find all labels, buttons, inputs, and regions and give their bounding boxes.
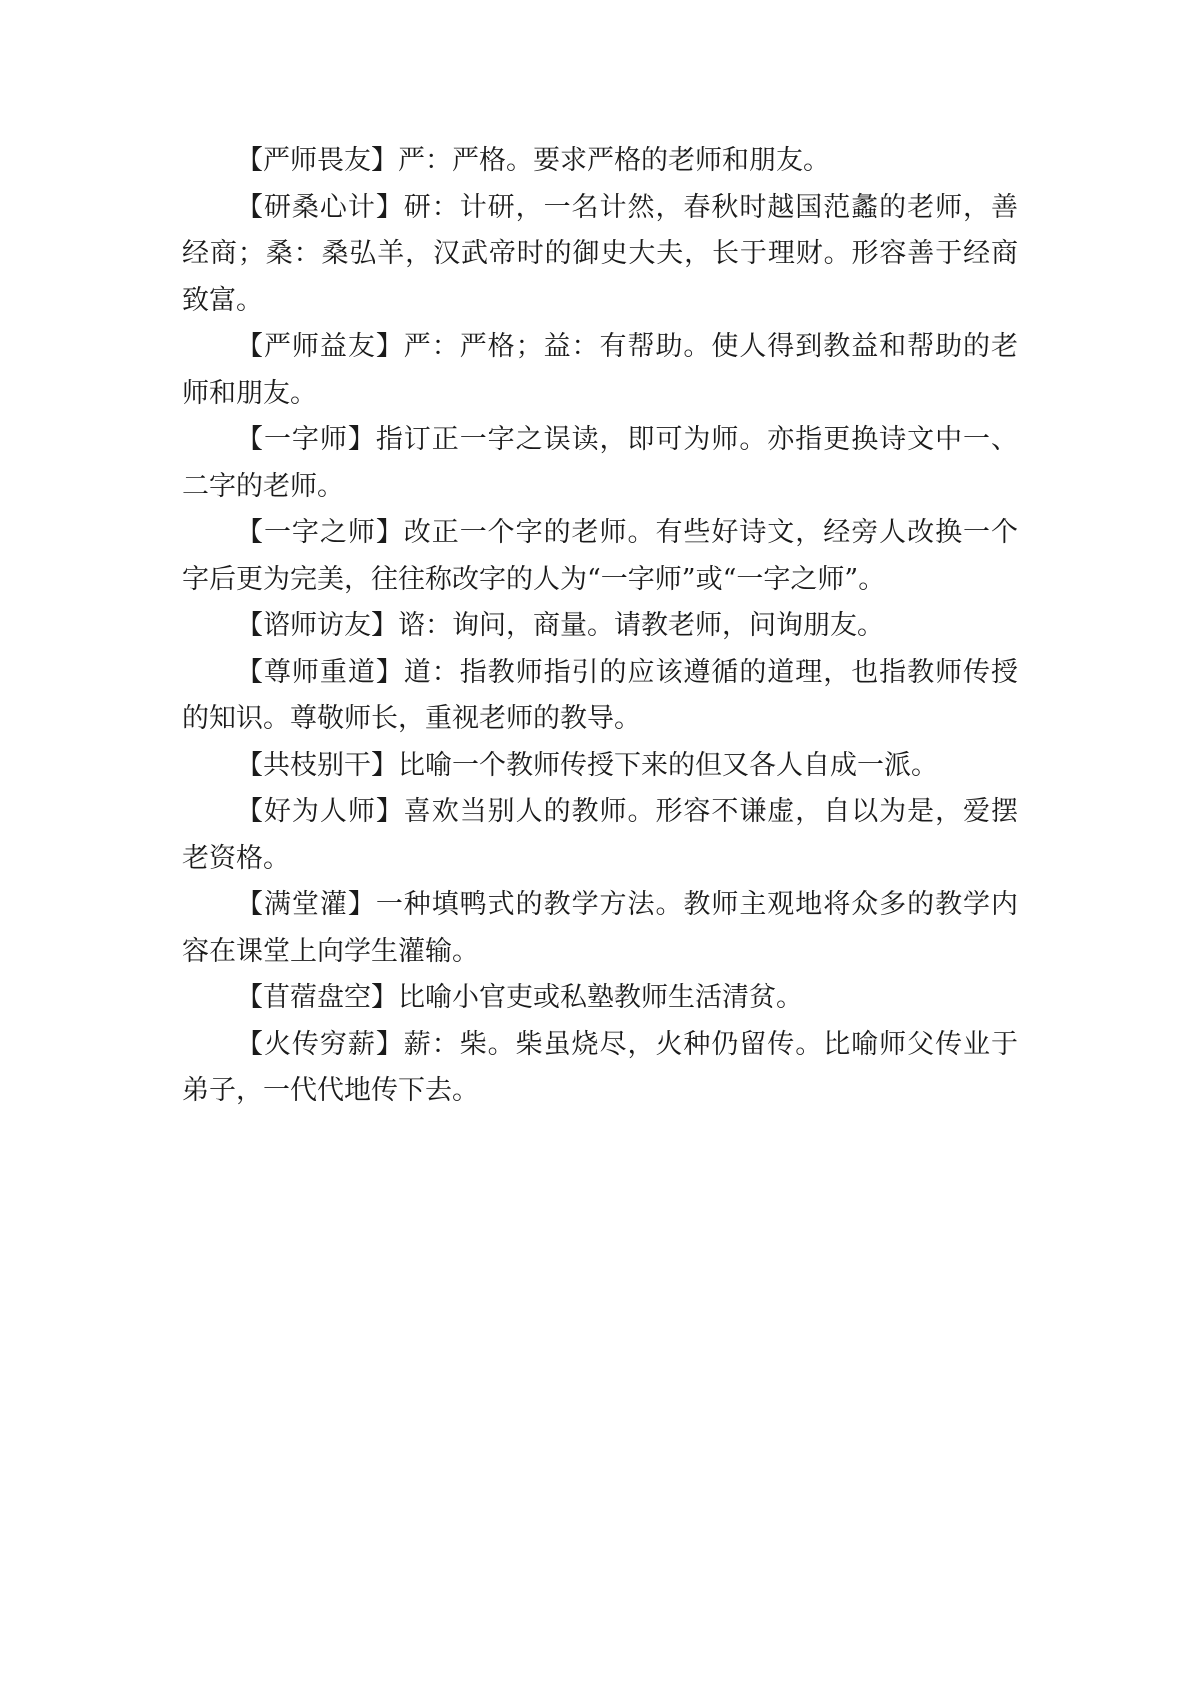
idiom-definition: 一种填鸭式的教学方法。教师主观地将众多的教学内容在课堂上向学生灌输。: [182, 889, 1019, 967]
idiom-entry: [182, 185, 1018, 325]
idiom-term: 【严师益友】: [236, 331, 404, 362]
idiom-term: 【严师畏友】: [236, 145, 398, 176]
idiom-entry: [182, 324, 1018, 417]
idiom-term: 【谘师访友】: [236, 610, 398, 641]
idiom-entry: [182, 138, 1018, 185]
idiom-definition: 谘：询问，商量。请教老师，问询朋友。: [398, 610, 884, 641]
idiom-definition: 指订正一字之误读，即可为师。亦指更换诗文中一、二字的老师。: [182, 424, 1019, 502]
idiom-term: 【苜蓿盘空】: [236, 982, 398, 1013]
idiom-entry: [182, 743, 1018, 790]
idiom-entry: [182, 510, 1018, 603]
idiom-definition: 改正一个字的老师。有些好诗文，经旁人改换一个字后更为完美，往往称改字的人为“一字师”或“一字之师”。: [182, 517, 1019, 595]
idiom-entry: [182, 975, 1018, 1022]
idiom-term: 【火传穷薪】: [236, 1028, 404, 1060]
idiom-term: 【满堂灌】: [236, 889, 376, 920]
idiom-entry: [182, 882, 1018, 975]
idiom-entry: [182, 650, 1018, 743]
idiom-definition: 薪：柴。柴虽烧尽，火种仍留传。比喻师父传业于弟子，一代代地传下去。: [182, 1028, 1019, 1106]
idiom-entry: [182, 417, 1018, 510]
idiom-term: 【尊师重道】: [236, 656, 404, 688]
idiom-definition: 研：计研，一名计然，春秋时越国范蠡的老师，善经商；桑：桑弘羊，汉武帝时的御史大夫，长于理财。形容善于经商致富。: [182, 191, 1019, 316]
idiom-entry: [182, 789, 1018, 882]
idiom-entry: [182, 1022, 1018, 1115]
idiom-term: 【研桑心计】: [236, 191, 404, 223]
idiom-list: [182, 138, 1018, 1115]
idiom-definition: 比喻一个教师传授下来的但又各人自成一派。: [398, 749, 938, 781]
idiom-definition: 喜欢当别人的教师。形容不谦虚，自以为是，爱摆老资格。: [182, 796, 1019, 874]
idiom-definition: 严：严格；益：有帮助。使人得到教益和帮助的老师和朋友。: [182, 331, 1019, 409]
idiom-term: 【一字之师】: [236, 517, 404, 548]
idiom-term: 【共枝别干】: [236, 749, 398, 781]
idiom-definition: 比喻小官吏或私塾教师生活清贫。: [398, 982, 803, 1013]
idiom-entry: [182, 603, 1018, 650]
idiom-definition: 道：指教师指引的应该遵循的道理，也指教师传授的知识。尊敬师长，重视老师的教导。: [182, 656, 1019, 734]
idiom-definition: 严：严格。要求严格的老师和朋友。: [398, 145, 830, 176]
idiom-term: 【好为人师】: [236, 796, 404, 827]
idiom-term: 【一字师】: [236, 424, 376, 455]
